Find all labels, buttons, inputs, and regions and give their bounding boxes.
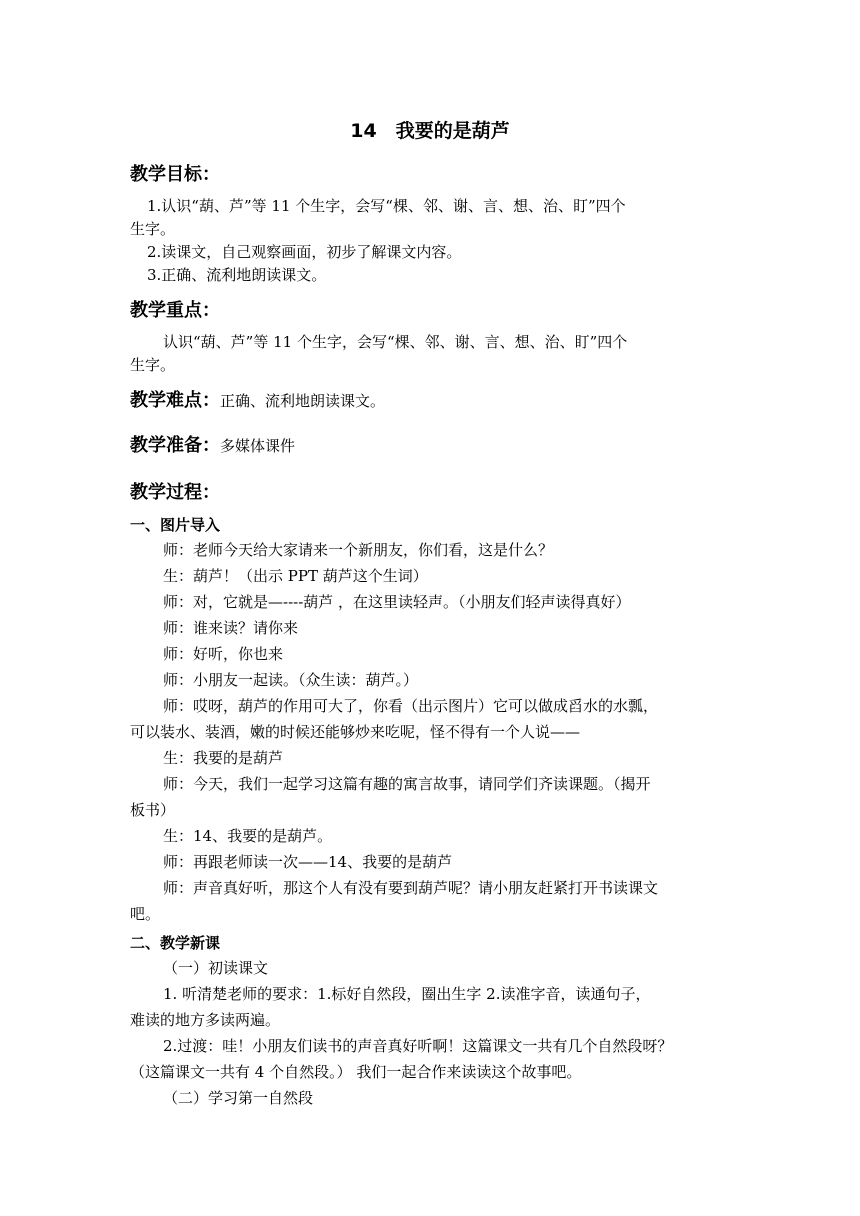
dialogue-line: 师：小朋友一起读。（众生读：葫芦。） [163,671,419,689]
dialogue-line: 师：好听，你也来 [163,645,284,663]
dialogue-line: 师：老师今天给大家请来一个新朋友，你们看，这是什么？ [163,541,554,559]
objectives-line: 3.正确、流利地朗读课文。 [147,266,327,284]
dialogue-line: 可以装水、装酒，嫩的时候还能够炒来吃呢，怪不得有一个人说—— [130,723,581,741]
key-points-line: 生字。 [130,356,176,374]
objectives-heading: 教学目标： [130,164,220,185]
lesson-line: （这篇课文一共有 4 个自然段。） 我们一起合作来读读这个故事吧。 [130,1063,582,1081]
dialogue-line: 生：葫芦！（出示 PPT 葫芦这个生词） [163,567,428,585]
lesson-title: 14 我要的是葫芦 [350,120,510,142]
dialogue-line: 师：今天，我们一起学习这篇有趣的寓言故事，请同学们齐读课题。（揭开 [163,775,651,793]
difficulty-heading: 教学难点： [130,390,220,411]
difficulty-row [130,386,385,412]
preparation-value: 多媒体课件 [220,437,296,455]
process-heading: 教学过程： [130,482,220,503]
objectives-line: 2.读课文，自己观察画面，初步了解课文内容。 [147,243,462,261]
objectives-line: 生字。 [130,220,176,238]
part1-heading: 一、图片导入 [130,516,221,534]
lesson-line: 2.过渡：哇！小朋友们读书的声音真好听啊！这篇课文一共有几个自然段呀？ [163,1037,673,1055]
preparation-heading: 教学准备： [130,435,220,456]
dialogue-line: 师：对，它就是—----葫芦 ，在这里读轻声。（小朋友们轻声读得真好） [163,593,631,611]
part2-heading: 二、教学新课 [130,934,221,952]
dialogue-line: 师：再跟老师读一次——14、我要的是葫芦 [163,853,453,871]
dialogue-line: 板书） [130,801,176,819]
objectives-line: 1.认识“葫、芦”等 11 个生字，会写“棵、邻、谢、言、想、治、盯”四个 [147,197,626,215]
dialogue-line: 生：我要的是葫芦 [163,749,284,767]
lesson-line: 难读的地方多读两遍。 [130,1011,281,1029]
dialogue-line: 师：哎呀，葫芦的作用可大了，你看（出示图片）它可以做成舀水的水瓢， [163,697,659,715]
lesson-line: 1. 听清楚老师的要求：1.标好自然段，圈出生字 2.读准字音，读通句子， [163,985,651,1003]
dialogue-line: 师：谁来读？请你来 [163,619,299,637]
dialogue-line: 师：声音真好听，那这个人有没有要到葫芦呢？请小朋友赶紧打开书读课文 [163,879,659,897]
key-points-line: 认识“葫、芦”等 11 个生字，会写“棵、邻、谢、言、想、治、盯”四个 [163,333,628,351]
preparation-row [130,431,295,457]
difficulty-value: 正确、流利地朗读课文。 [220,392,386,410]
lesson-line: （一）初读课文 [163,959,269,977]
key-points-heading: 教学重点： [130,300,220,321]
lesson-line: （二）学习第一自然段 [163,1089,314,1107]
dialogue-line: 生：14、我要的是葫芦。 [163,827,333,845]
dialogue-line: 吧。 [130,905,161,923]
